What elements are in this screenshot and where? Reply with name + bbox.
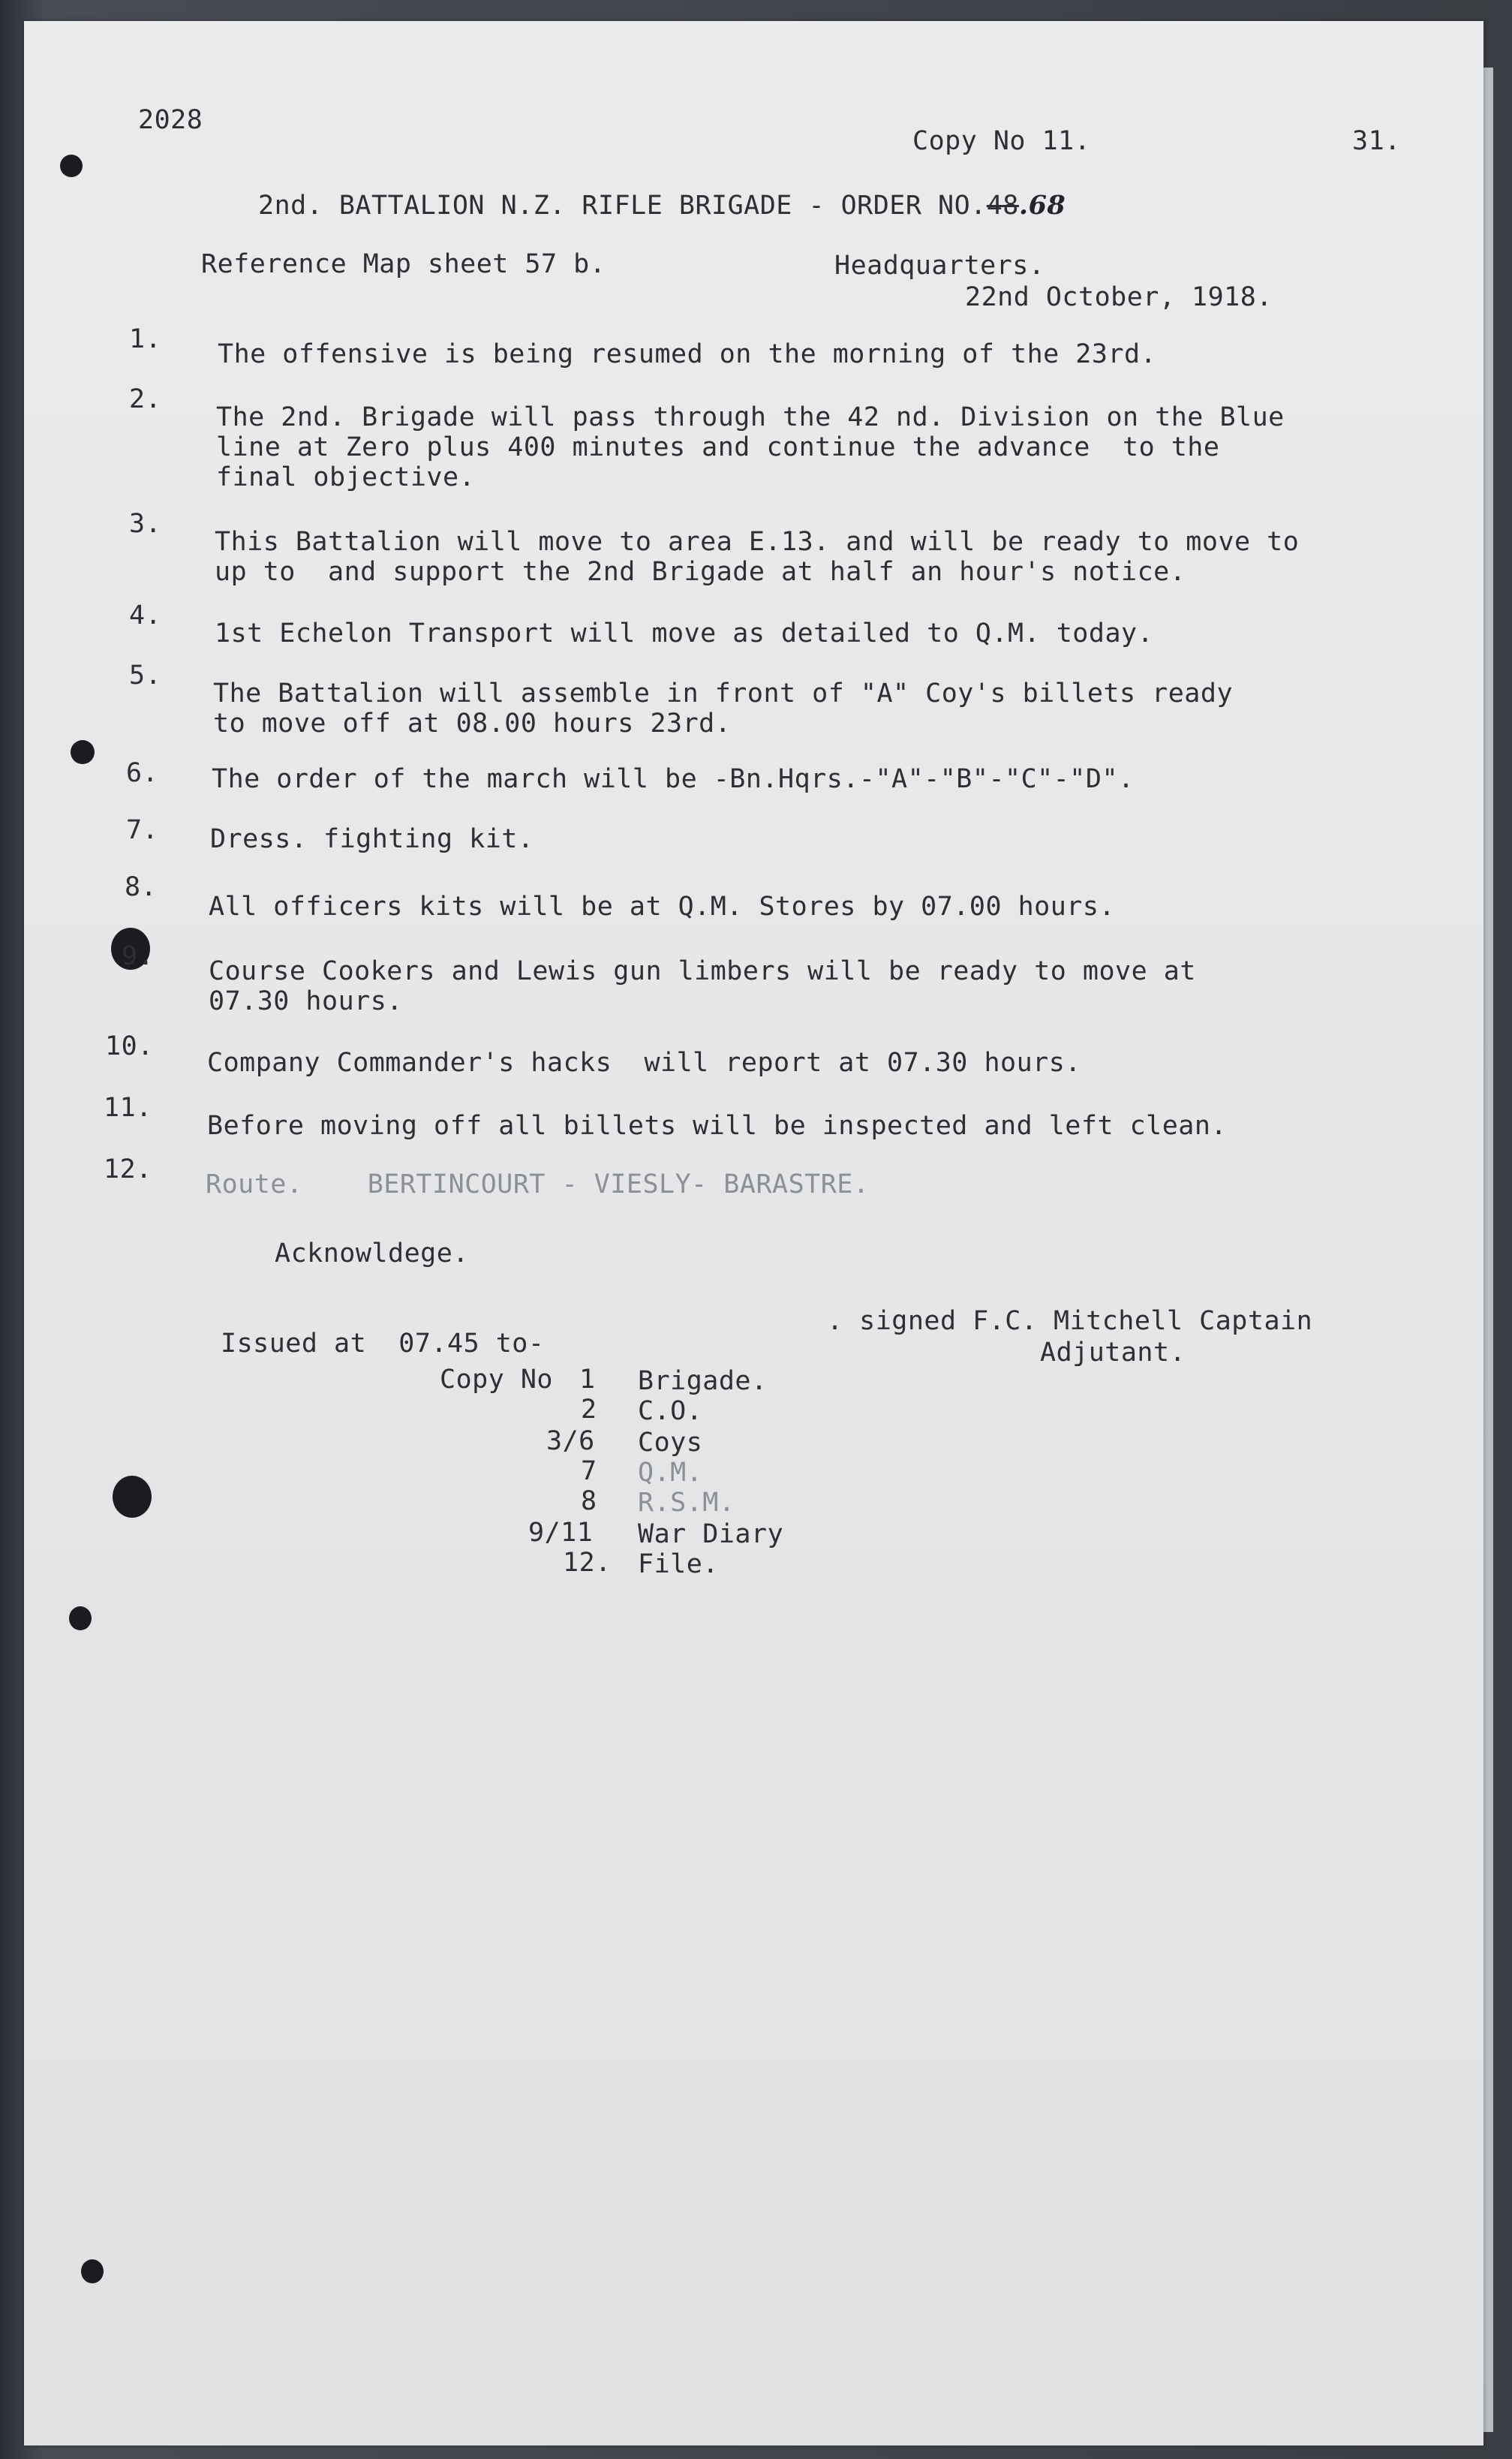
item-number: 1. (129, 324, 162, 354)
item-text: All officers kits will be at Q.M. Stores by 07.00 hours. (209, 892, 1116, 922)
distribution-copy: 8 (581, 1486, 597, 1516)
title-text: 2nd. BATTALION N.Z. RIFLE BRIGADE - ORDER NO. (258, 191, 987, 221)
distribution-recipient: Brigade. (638, 1366, 768, 1396)
distribution-copy: 9/11 (528, 1518, 594, 1548)
headquarters-label: Headquarters. (834, 251, 1045, 281)
item-number: 12. (104, 1154, 152, 1184)
punch-hole (71, 740, 95, 764)
punch-hole (60, 155, 83, 177)
distribution-copy: 2 (581, 1395, 597, 1425)
struck-order-number: 48 (986, 191, 1019, 221)
item-text: This Battalion will move to area E.13. and will be ready to move to (215, 527, 1300, 557)
item-text: Company Commander's hacks will report at 07.30 hours. (207, 1048, 1081, 1078)
order-date: 22nd October, 1918. (965, 282, 1273, 312)
item-number: 5. (129, 661, 162, 691)
signature-title: Adjutant. (1040, 1338, 1186, 1368)
signature-line: . signed F.C. Mitchell Captain (827, 1306, 1313, 1336)
issued-at-line: Issued at 07.45 to- (221, 1329, 545, 1359)
item-text: final objective. (216, 462, 476, 492)
item-number: 3. (129, 509, 162, 539)
copy-number: Copy No 11. (912, 126, 1091, 156)
distribution-copy: 3/6 (546, 1426, 595, 1456)
handwritten-order-number: .68 (1018, 190, 1066, 221)
item-text: up to and support the 2nd Brigade at half an hour's notice. (215, 557, 1186, 587)
copy-no-label: Copy No (440, 1365, 554, 1395)
item-text: The 2nd. Brigade will pass through the 42 nd. Division on the Blue (216, 402, 1285, 432)
distribution-copy: 12. (563, 1548, 612, 1578)
item-text: to move off at 08.00 hours 23rd. (213, 709, 732, 739)
item-number: 7. (126, 815, 159, 845)
item-number: 10. (105, 1031, 154, 1061)
distribution-recipient: Coys (638, 1428, 703, 1458)
distribution-recipient: R.S.M. (638, 1488, 735, 1518)
item-text: 1st Echelon Transport will move as detailed to Q.M. today. (215, 619, 1154, 649)
punch-hole (69, 1606, 92, 1630)
acknowledge-text: Acknowldege. (275, 1239, 469, 1269)
item-text: Dress. fighting kit. (210, 824, 534, 854)
item-text: Course Cookers and Lewis gun limbers will be ready to move at (209, 956, 1196, 986)
item-text: The order of the march will be -Bn.Hqrs.-"A"-"B"-"C"-"D". (212, 764, 1135, 794)
punch-hole (113, 1476, 152, 1518)
punch-hole (81, 2259, 104, 2283)
reference-map: Reference Map sheet 57 b. (201, 249, 606, 279)
item-text: Route. BERTINCOURT - VIESLY- BARASTRE. (206, 1169, 870, 1199)
distribution-copy: 1 (579, 1365, 596, 1395)
doc-reference-number: 2028 (138, 105, 203, 135)
item-number: 6. (126, 758, 159, 788)
item-text: 07.30 hours. (209, 986, 403, 1016)
item-number: 9. (122, 941, 155, 971)
item-text: line at Zero plus 400 minutes and continue the advance to the (216, 432, 1220, 462)
page-number: 31. (1352, 126, 1401, 156)
typed-order-sheet (24, 21, 1483, 2445)
item-number: 4. (129, 600, 162, 631)
distribution-recipient: War Diary (638, 1519, 784, 1549)
distribution-recipient: Q.M. (638, 1458, 703, 1488)
item-text: The offensive is being resumed on the morning of the 23rd. (218, 339, 1157, 369)
distribution-recipient: File. (638, 1549, 719, 1579)
item-number: 11. (104, 1093, 152, 1123)
item-text: Before moving off all billets will be inspected and left clean. (207, 1111, 1228, 1141)
item-number: 8. (125, 872, 158, 902)
distribution-recipient: C.O. (638, 1396, 703, 1426)
distribution-copy: 7 (581, 1456, 597, 1486)
item-number: 2. (129, 384, 162, 414)
item-text: The Battalion will assemble in front of "A" Coy's billets ready (213, 679, 1234, 709)
order-title (258, 191, 1066, 221)
